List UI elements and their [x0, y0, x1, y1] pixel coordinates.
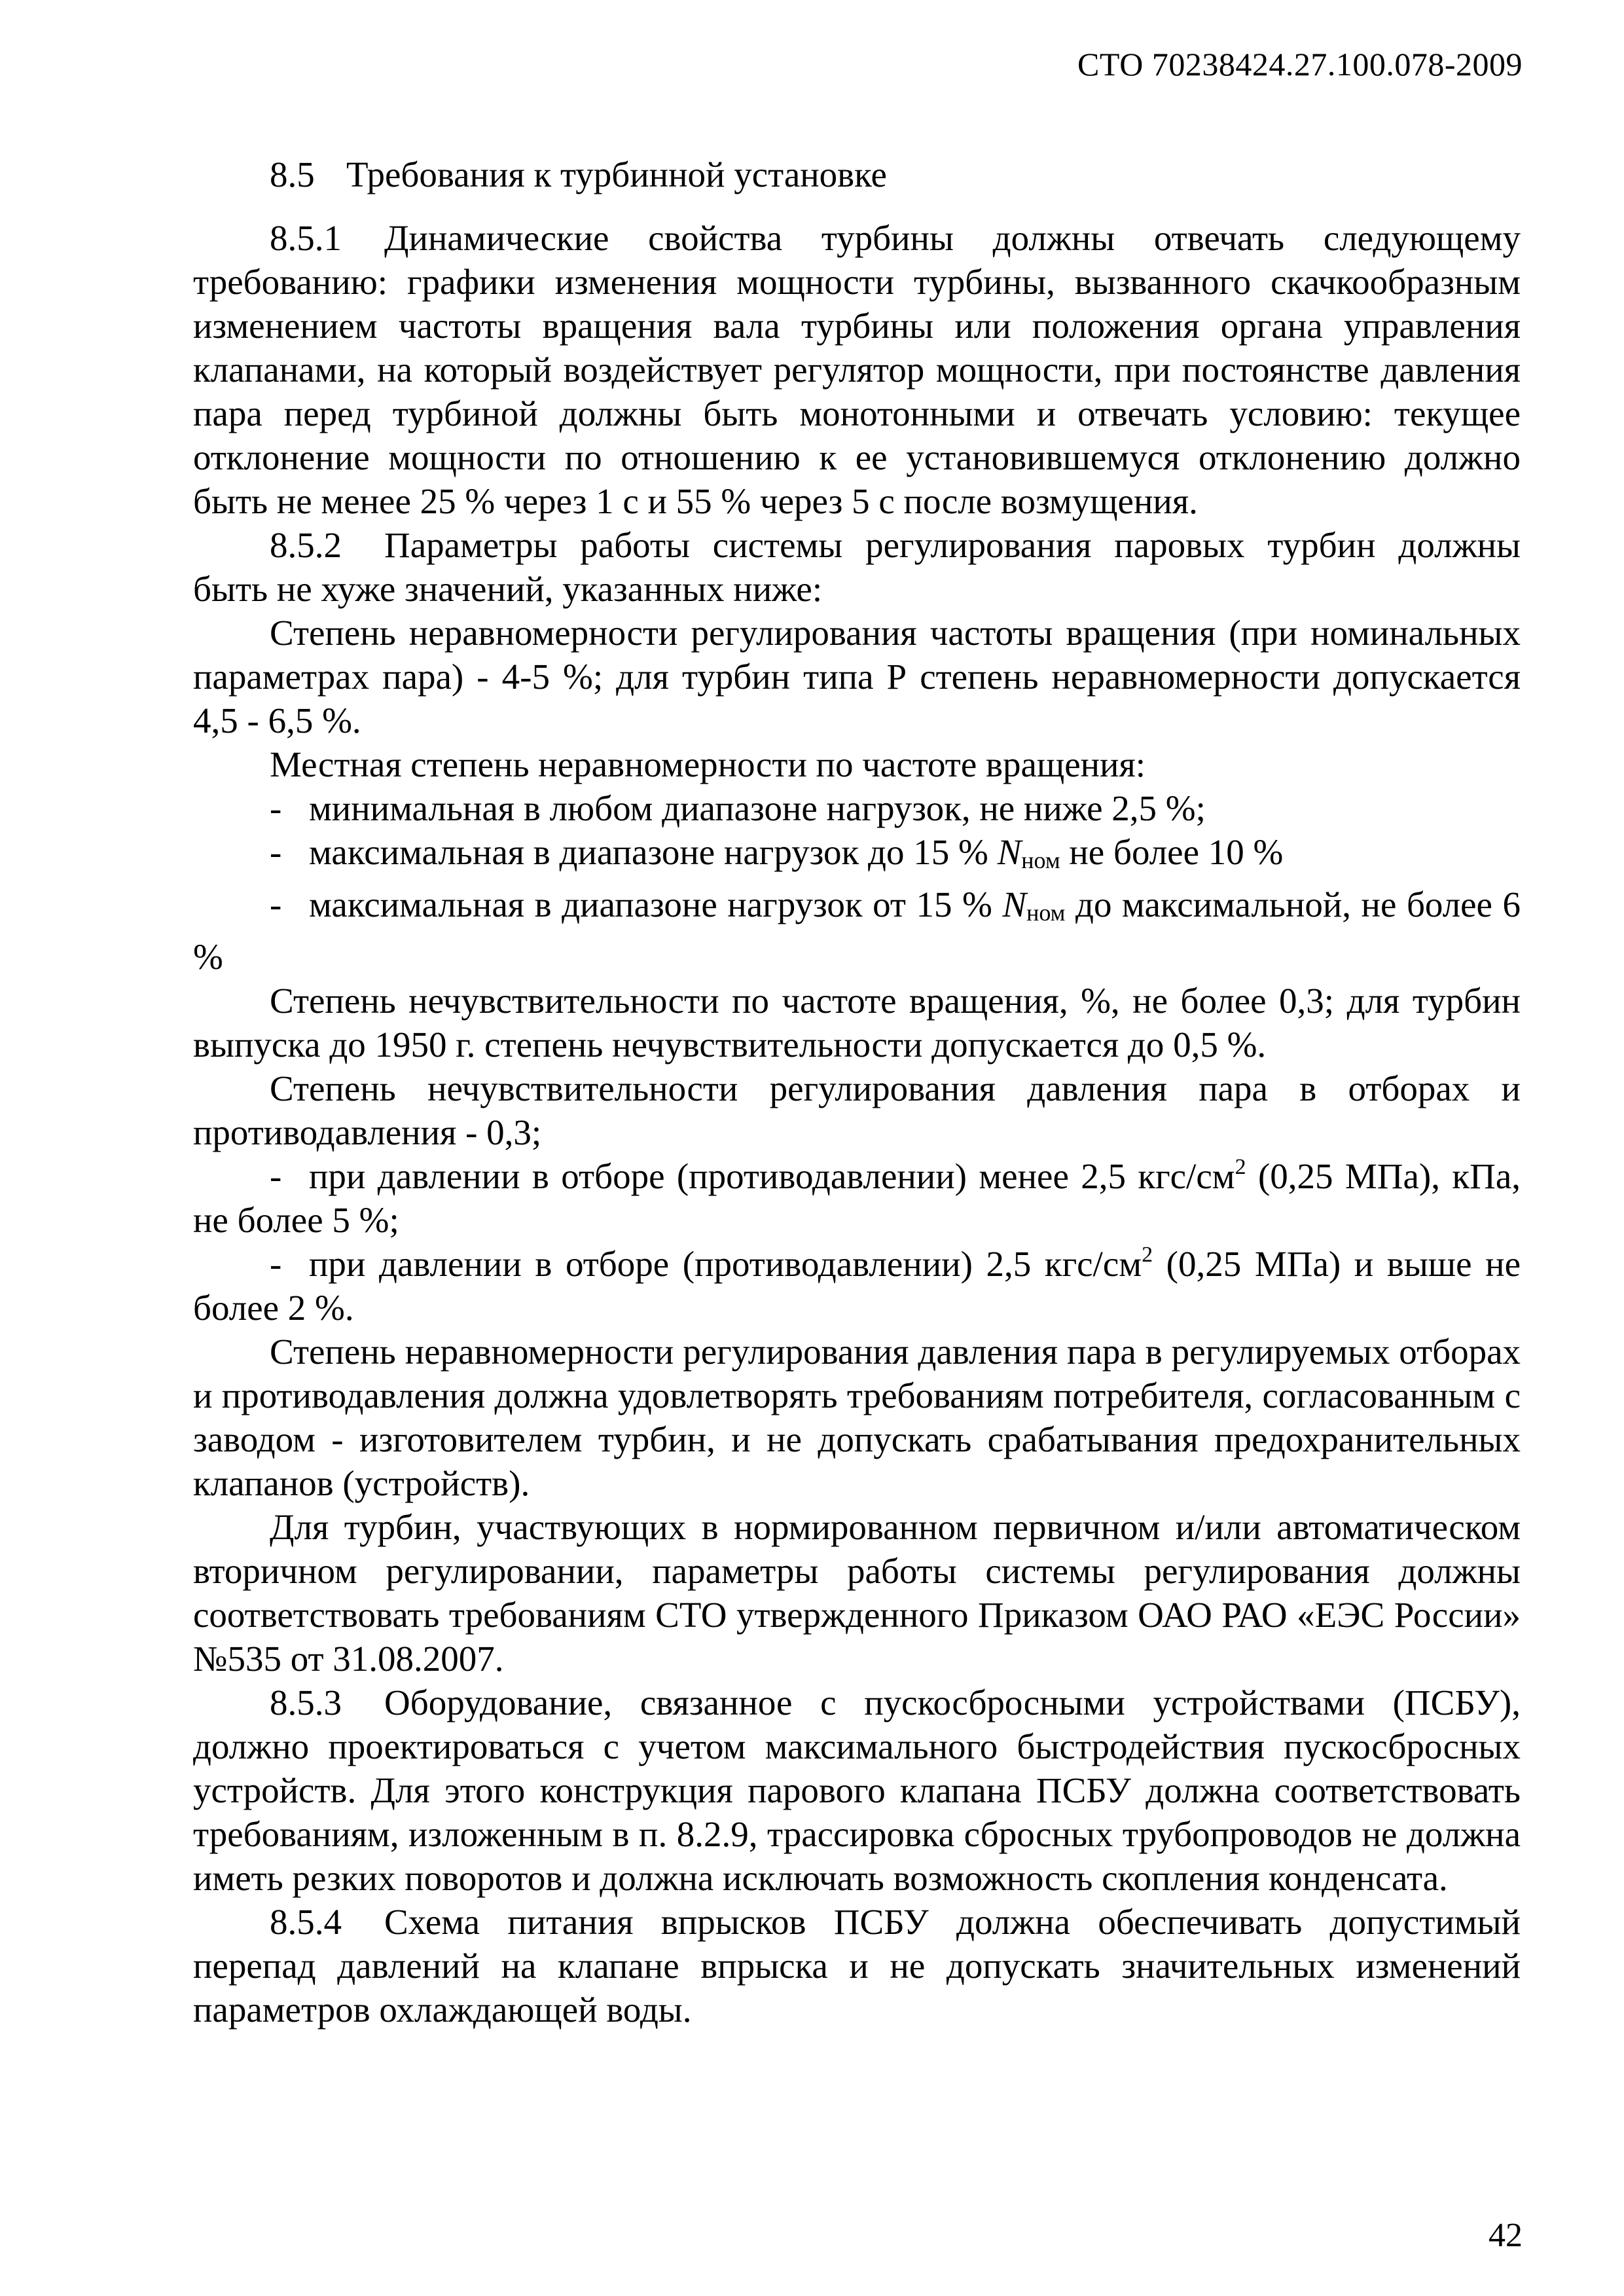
list-item-text: минимальная в любом диапазоне нагрузок, не ниже 2,5 %;: [309, 788, 1206, 828]
list-item: [193, 883, 1521, 979]
nominal-power-symbol: N: [997, 832, 1022, 872]
paragraph-speed-droop: Степень неравномерности регулирования частоты вращения (при номинальных параметрах пара) - 4-5 %; для турбин типа Р степень неравномерности допускается 4,5 - 6,5 %.: [193, 613, 1521, 740]
nominal-subscript: ном: [1026, 900, 1066, 926]
clause-number: 8.5.2: [270, 525, 342, 565]
paragraph-text: Схема питания впрысков ПСБУ должна обеспечивать допустимый перепад давлений на клапане впрыска и не допускать значительных изменений параметров охлаждающей воды.: [193, 1902, 1521, 2030]
paragraph-insensitivity: Степень нечувствительности по частоте вращения, %, не более 0,3; для турбин выпуска до 1950 г. степень нечувствительности допускается до 0,5 %.: [193, 981, 1521, 1065]
superscript: 2: [1142, 1243, 1153, 1267]
list-item: [193, 786, 1521, 830]
clause-number: 8.5.1: [270, 218, 342, 258]
paragraph-text: Параметры работы системы регулирования паровых турбин должны быть не хуже значений, указанных ниже:: [193, 525, 1521, 609]
list-item-text: до максимальной, не более 6 %: [193, 884, 1521, 977]
paragraph-text: Оборудование, связанное с пускосбросными устройствами (ПСБУ), должно проектироваться с учетом максимального быстродействия пускосбросных устройств. Для этого конструкция парового клапана ПСБУ должна соответствовать требованиям, изложенным в п. 8.2.9, трассировка сбросных трубопроводов не должна иметь резких поворотов и должна исключать возможность скопления конденсата.: [193, 1683, 1521, 1898]
list-item-text: (0,25 МПа), кПа, не более 5 %;: [193, 1156, 1521, 1240]
list-item-text: при давлении в отборе (противодавлении) 2,5 кгс/см: [309, 1244, 1142, 1284]
section-title: Требования к турбинной установке: [346, 155, 887, 194]
nominal-subscript: ном: [1021, 847, 1060, 873]
paragraph-text: Динамические свойства турбины должны отвечать следующему требованию: графики изменения мощности турбины, вызванного скачкообразным изменением частоты вращения вала турбины или положения органа управления клапанами, на который воздействует регулятор мощности, при постоянстве давления пара перед турбиной должны быть монотонными и отвечать условию: текущее отклонение мощности по отношению к ее установившемуся отклонению должно быть не менее 25 % через 1 с и 55 % через 5 с после возмущения.: [193, 218, 1521, 521]
clause-number: 8.5.3: [270, 1683, 342, 1722]
list-item-text: максимальная в диапазоне нагрузок от 15 %: [309, 884, 992, 924]
nominal-power-symbol: N: [1002, 884, 1027, 924]
paragraph-8-5-2: [193, 523, 1521, 611]
list-item: [193, 830, 1521, 883]
list-dash: -: [270, 1244, 282, 1284]
superscript: 2: [1235, 1155, 1246, 1179]
paragraph-8-5-3: [193, 1681, 1521, 1900]
paragraph-pressure-droop: Степень неравномерности регулирования давления пара в регулируемых отборах и противодавления должна удовлетворять требованиям потребителя, согласованным с заводом - изготовителем турбин, и не допускать срабатывания предохранительных клапанов (устройств).: [193, 1332, 1521, 1503]
paragraph-pressure-insensitivity: Степень нечувствительности регулирования давления пара в отборах и противодавления - 0,3;: [193, 1068, 1521, 1152]
document-code-header: СТО 70238424.27.100.078-2009: [1077, 46, 1523, 82]
paragraph-local-droop: Местная степень неравномерности по частоте вращения:: [270, 744, 1146, 784]
list-dash: -: [270, 832, 282, 872]
paragraph-8-5-1: [193, 216, 1521, 523]
page-number: 42: [1489, 2217, 1523, 2254]
list-item-text: не более 10 %: [1069, 832, 1284, 872]
section-number: 8.5: [270, 155, 315, 194]
clause-number: 8.5.4: [270, 1902, 342, 1942]
paragraph-primary-regulation: Для турбин, участвующих в нормированном первичном и/или автоматическом вторичном регулировании, параметры работы системы регулирования должны соответствовать требованиям СТО утвержденного Приказом ОАО РАО «ЕЭС России» №535 от 31.08.2007.: [193, 1507, 1521, 1679]
document-body: [193, 153, 1521, 2032]
list-dash: -: [270, 1156, 282, 1196]
section-heading: [193, 153, 1521, 196]
list-item-text: максимальная в диапазоне нагрузок до 15 %: [309, 832, 988, 872]
list-item-text: при давлении в отборе (противодавлении) менее 2,5 кгс/см: [309, 1156, 1235, 1196]
list-dash: -: [270, 788, 282, 828]
paragraph-8-5-4: [193, 1900, 1521, 2032]
list-dash: -: [270, 884, 282, 924]
list-item-text: (0,25 МПа) и выше не более 2 %.: [193, 1244, 1521, 1328]
list-item: [193, 1242, 1521, 1330]
list-item: [193, 1154, 1521, 1242]
